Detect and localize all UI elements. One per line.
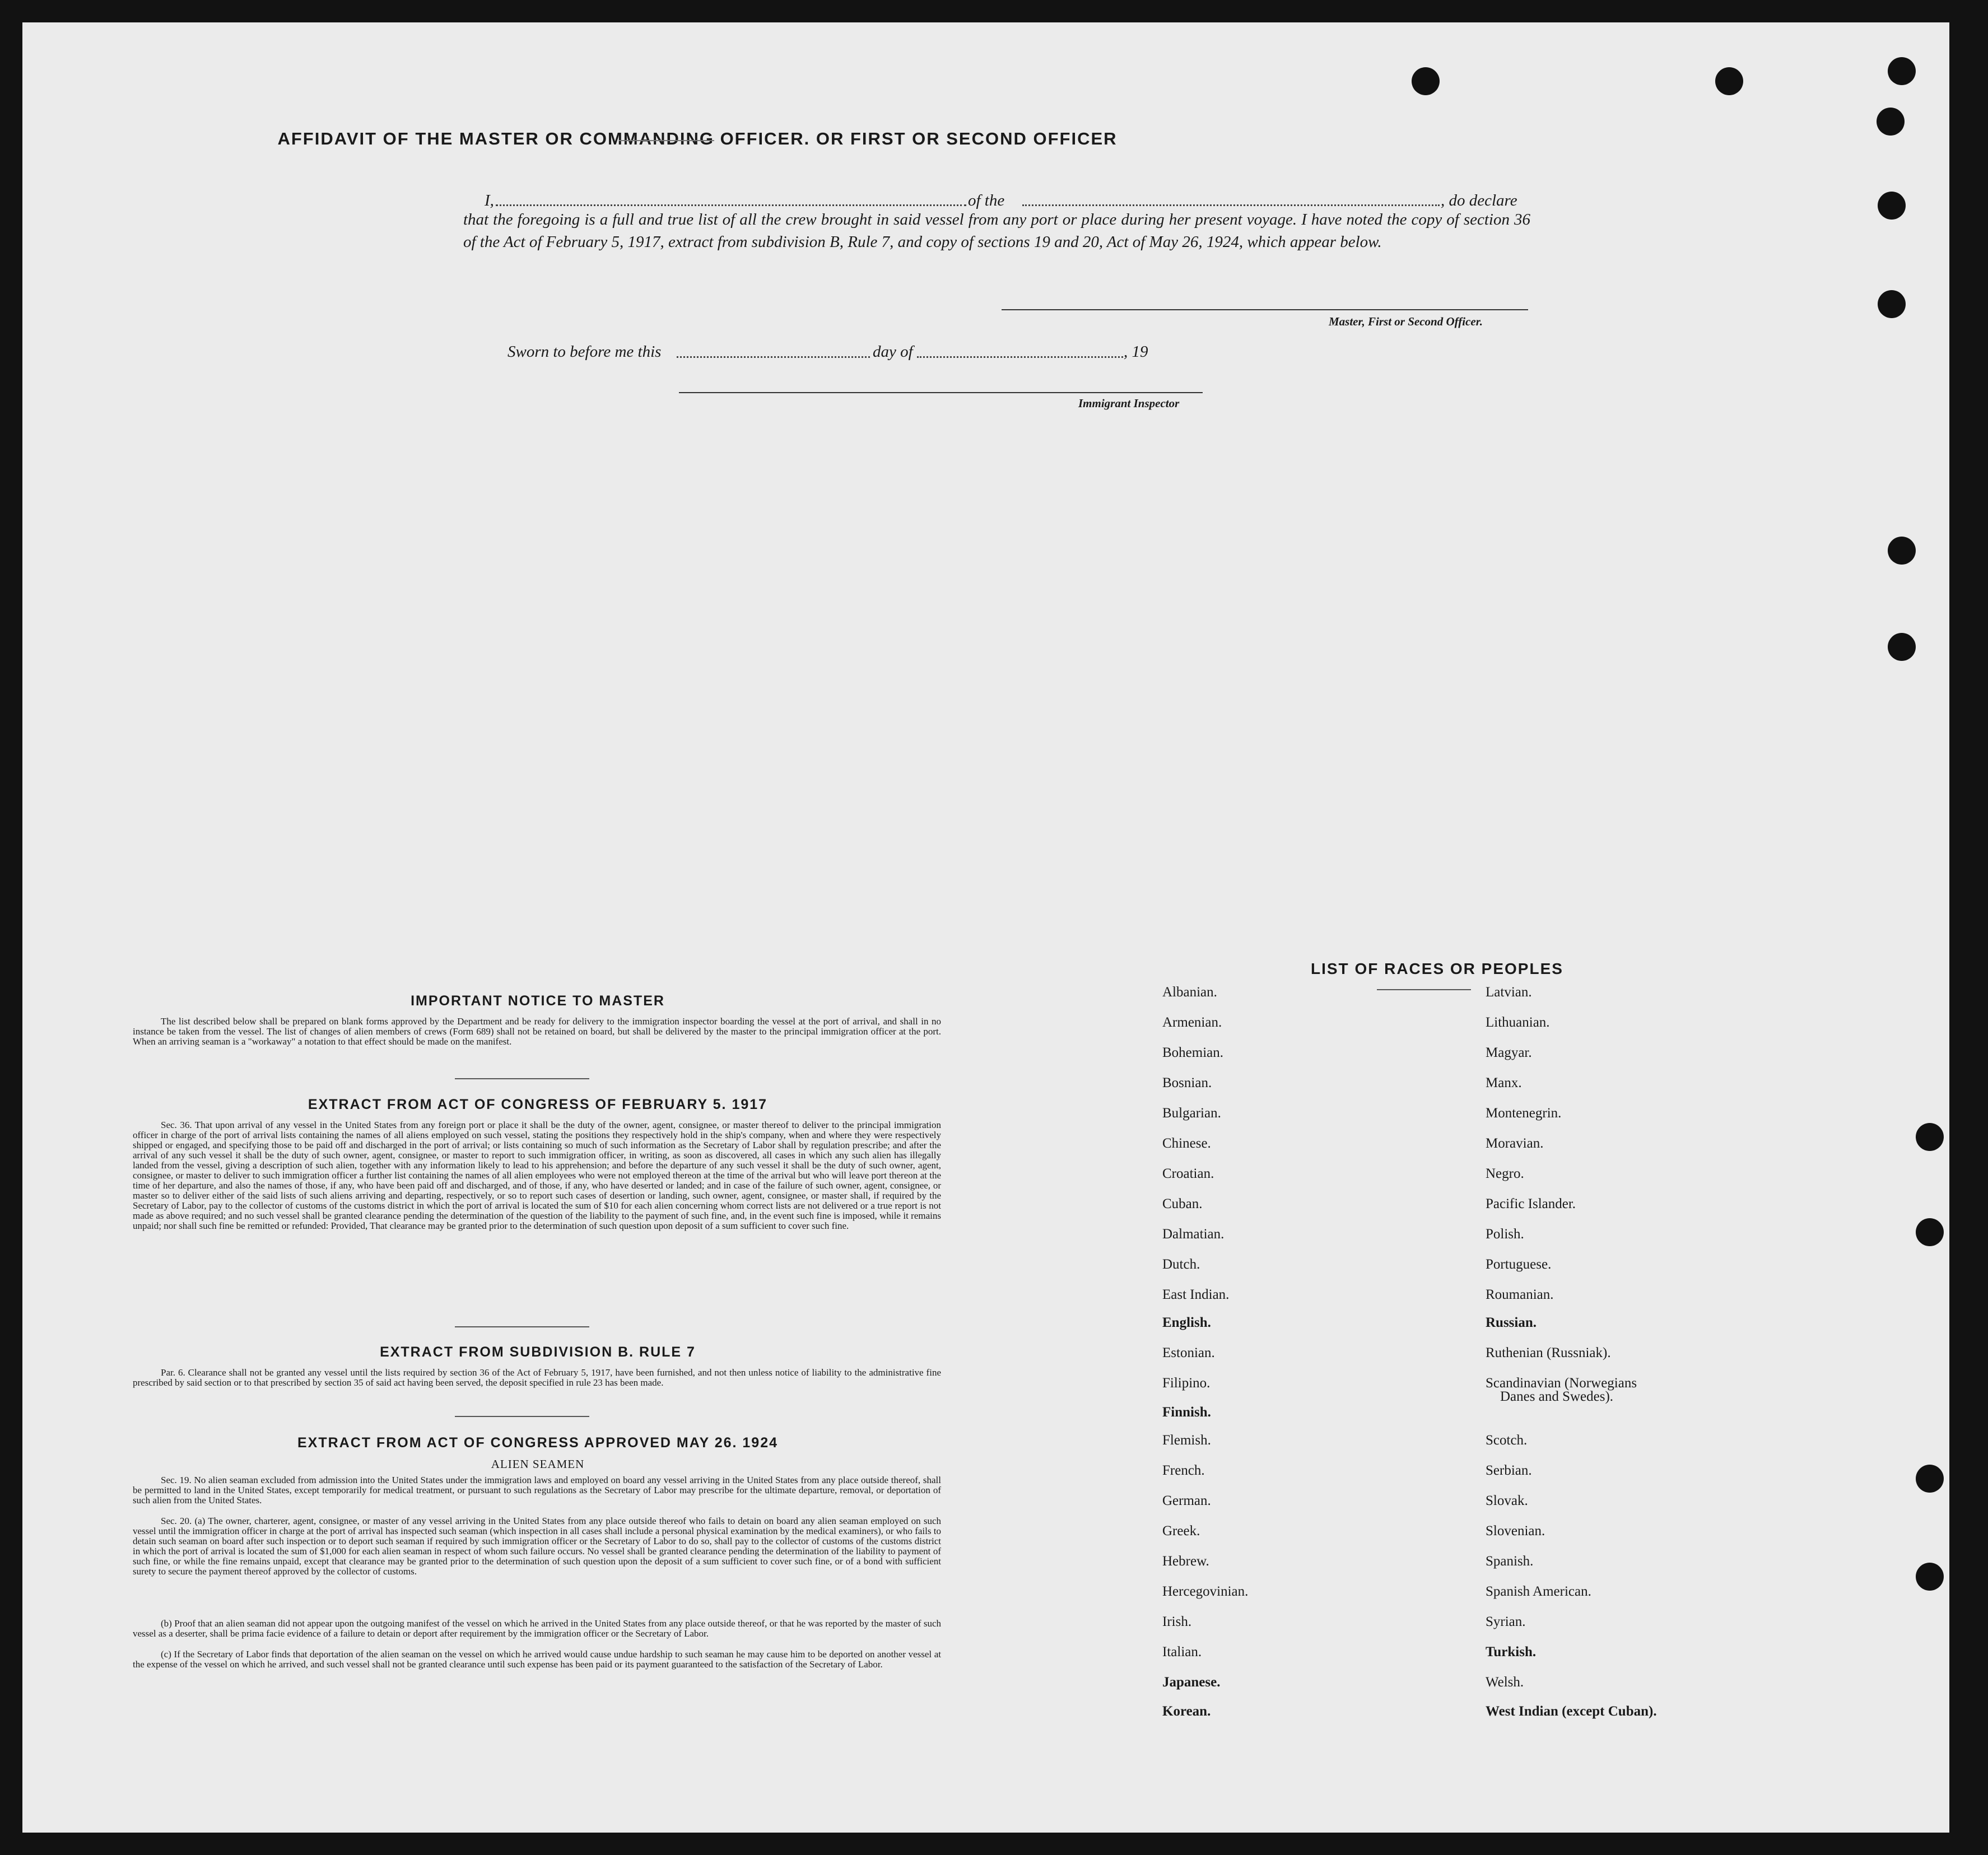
race-item: Armenian. — [1162, 1015, 1222, 1030]
race-item: Bulgarian. — [1162, 1106, 1221, 1121]
race-item: Montenegrin. — [1486, 1106, 1562, 1121]
affidavit-paragraph: that the foregoing is a full and true list of all the crew brought in said vessel from any port or place during her present voyage. I have noted the copy of section 36 of the Act of February 5, 1917, extract from subdivision B, Rule 7, and copy of sections 19 and 20, Act of May 26, 1924, which appear below. — [463, 211, 1530, 251]
race-item: Filipino. — [1162, 1376, 1211, 1391]
punch-hole — [1878, 192, 1906, 220]
race-item: Danes and Swedes). — [1500, 1389, 1614, 1404]
punch-hole — [1916, 1563, 1944, 1591]
race-item: Portuguese. — [1486, 1257, 1552, 1272]
extract-1924-sec20c: (c) If the Secretary of Labor finds that deportation of the alien seaman on the vessel on which he arrived would cause undue hardship to such seaman he may cause him to be deported on another vessel at the expense of the vessel on which he arrived, and such vessel shall not be granted clearance until such expense has been paid or its payment guaranteed to the satisfaction of the Secretary of Labor. — [133, 1649, 941, 1670]
race-item: Bosnian. — [1162, 1075, 1212, 1090]
sworn-month-blank[interactable] — [917, 356, 1123, 358]
race-item: Dutch. — [1162, 1257, 1200, 1272]
race-item: Bohemian. — [1162, 1045, 1224, 1060]
extract-1924-sec20b: (b) Proof that an alien seaman did not appear upon the outgoing manifest of the vessel on which he arrived in the United States from any place outside thereof, or that he was reported by the master of such vessel as a deserter, shall be prima facie evidence of a failure to detain or deport after requirement by the immigration officer or the Secretary of Labor. — [133, 1618, 941, 1639]
master-signature-label: Master, First or Second Officer. — [1329, 315, 1483, 328]
race-item: Latvian. — [1486, 985, 1532, 1000]
race-item: Japanese. — [1162, 1675, 1221, 1690]
race-item: Korean. — [1162, 1704, 1211, 1719]
punch-hole — [1916, 1218, 1944, 1246]
name-blank[interactable] — [496, 204, 966, 206]
extract-1924-title: EXTRACT FROM ACT OF CONGRESS APPROVED MAY 26. 1924 — [297, 1435, 779, 1451]
race-item: Scotch. — [1486, 1433, 1528, 1448]
punch-hole — [1888, 537, 1916, 565]
affidavit-i: I, — [485, 192, 494, 209]
punch-hole — [1888, 633, 1916, 661]
race-item: Slovenian. — [1486, 1523, 1545, 1539]
race-item: Albanian. — [1162, 985, 1217, 1000]
races-title: LIST OF RACES OR PEOPLES — [1311, 960, 1563, 977]
race-item: Spanish. — [1486, 1554, 1534, 1569]
race-item: Estonian. — [1162, 1345, 1215, 1360]
race-item: Irish. — [1162, 1614, 1192, 1629]
race-item: Chinese. — [1162, 1136, 1211, 1151]
punch-hole — [1916, 1123, 1944, 1151]
vessel-blank[interactable] — [1022, 204, 1440, 206]
title-underline — [619, 140, 714, 141]
notice-text: The list described below shall be prepared on blank forms approved by the Department and be ready for delivery to the immigration inspector boarding the vessel at the port of arrival, and shall in no instance be taken from the vessel. The list of changes of alien members of crews (Form 689) shall not be retained on board, but shall be delivered by the master to the principal immigration officer at the port. When an arriving seaman is a "workaway" a notation to that effect should be made on the manifest. — [133, 1016, 941, 1047]
race-item: Roumanian. — [1486, 1287, 1554, 1302]
race-item: Cuban. — [1162, 1196, 1203, 1211]
race-item: Slovak. — [1486, 1493, 1528, 1508]
race-item: Dalmatian. — [1162, 1227, 1225, 1242]
sworn-year: , 19 — [1124, 343, 1148, 361]
race-item: Ruthenian (Russniak). — [1486, 1345, 1611, 1360]
race-item: Croatian. — [1162, 1166, 1214, 1181]
extract-1917-title: EXTRACT FROM ACT OF CONGRESS OF FEBRUARY 5. 1917 — [308, 1097, 768, 1112]
punch-hole — [1877, 108, 1905, 136]
race-item: Polish. — [1486, 1227, 1524, 1242]
race-item: Russian. — [1486, 1315, 1537, 1330]
race-item: Moravian. — [1486, 1136, 1544, 1151]
document-page — [22, 22, 1949, 1833]
sworn-prefix: Sworn to before me this — [508, 343, 662, 361]
race-item: Syrian. — [1486, 1614, 1526, 1629]
race-item: Hebrew. — [1162, 1554, 1209, 1569]
affidavit-declare: , do declare — [1441, 192, 1517, 209]
section-divider — [455, 1326, 589, 1327]
race-item: French. — [1162, 1463, 1205, 1478]
extract-1924-sec20a: Sec. 20. (a) The owner, charterer, agent, consignee, or master of any vessel arriving in the United States from any place outside thereof who fails to detain on board any alien seaman employed on such vessel until the immigration officer in charge at the port of arrival has inspected such seaman (which inspection in all cases shall include a personal physical examination by the medical examiners), or who fails to detain such seaman on board after such inspection or to deport such seaman if required by such immigration officer or the Secretary of Labor to do so, shall pay to the collector of customs of the customs district in which the port of arrival is located the sum of $1,000 for each alien seaman in respect of whom such failure occurs. No vessel shall be granted clearance pending the determination of the liability to payment of such fine, or while the fine remains unpaid, except that clearance may be granted prior to the determination of such question upon the deposit of a sum sufficient to cover such fine, or of a bond with sufficient surety to secure the payment thereof approved by the collector of customs. — [133, 1516, 941, 1577]
affidavit-title: AFFIDAVIT OF THE MASTER OR COMMANDING OFFICER. OR FIRST OR SECOND OFFICER — [277, 129, 1118, 148]
inspector-signature-line[interactable] — [679, 392, 1203, 393]
race-item: Flemish. — [1162, 1433, 1211, 1448]
punch-hole — [1412, 67, 1440, 95]
section-divider — [455, 1416, 589, 1417]
race-item: Manx. — [1486, 1075, 1522, 1090]
race-item: German. — [1162, 1493, 1211, 1508]
race-item: Negro. — [1486, 1166, 1524, 1181]
punch-hole — [1715, 67, 1743, 95]
race-item: Spanish American. — [1486, 1584, 1591, 1599]
extract-1924-subtitle: ALIEN SEAMEN — [491, 1457, 585, 1471]
punch-hole — [1878, 290, 1906, 318]
notice-title: IMPORTANT NOTICE TO MASTER — [411, 993, 665, 1009]
extract-1924-sec19: Sec. 19. No alien seaman excluded from admission into the United States under the immigration laws and employed on board any vessel arriving in the United States from any place outside thereof, shall be permitted to land in the United States, except temporarily for medical treatment, or pursuant to such regulations as the Secretary of Labor may prescribe for the ultimate departure, removal, or deportation of such alien from the United States. — [133, 1475, 941, 1506]
affidavit-of-the: of the — [968, 192, 1005, 209]
race-item: Italian. — [1162, 1644, 1202, 1660]
race-item: English. — [1162, 1315, 1211, 1330]
race-item: West Indian (except Cuban). — [1486, 1704, 1657, 1719]
race-item: Serbian. — [1486, 1463, 1532, 1478]
section-divider — [455, 1078, 589, 1079]
extract-rule7-text: Par. 6. Clearance shall not be granted any vessel until the lists required by section 36 of the Act of February 5, 1917, have been furnished, and not then unless notice of liability to the administrative fine prescribed by said section or to that prescribed by section 35 of said act having been served, the deposit specified in rule 23 has been made. — [133, 1367, 941, 1388]
sworn-day-of: day of — [873, 343, 913, 361]
race-item: Turkish. — [1486, 1644, 1537, 1660]
race-item: Lithuanian. — [1486, 1015, 1550, 1030]
race-item: Magyar. — [1486, 1045, 1532, 1060]
race-item: Scandinavian (Norwegians — [1486, 1376, 1637, 1391]
race-item: Finnish. — [1162, 1405, 1211, 1420]
race-item: Welsh. — [1486, 1675, 1524, 1690]
extract-rule7-title: EXTRACT FROM SUBDIVISION B. RULE 7 — [380, 1344, 696, 1360]
master-signature-line[interactable] — [1002, 309, 1528, 310]
sworn-day-blank[interactable] — [677, 356, 870, 358]
punch-hole — [1888, 57, 1916, 85]
races-title-underline — [1377, 989, 1471, 990]
punch-hole — [1916, 1465, 1944, 1493]
race-item: Greek. — [1162, 1523, 1200, 1539]
race-item: East Indian. — [1162, 1287, 1230, 1302]
race-item: Pacific Islander. — [1486, 1196, 1576, 1211]
inspector-signature-label: Immigrant Inspector — [1078, 397, 1180, 410]
race-item: Hercegovinian. — [1162, 1584, 1249, 1599]
extract-1917-text: Sec. 36. That upon arrival of any vessel in the United States from any foreign port or place it shall be the duty of the owner, agent, consignee, or master thereof to deliver to the principal immigration officer in charge of the port of arrival lists containing the names of all aliens employed on such vessel, stating the positions they respectively hold in the ship's company, when and where they were respectively shipped or engaged, and specifying those to be paid off and discharged in the port of arrival; or lists containing so much of such information as the Secretary of Labor shall by regulation prescribe; and after the arrival of any such vessel it shall be the duty of such owner, agent, consignee, or master to report to such immigration officer, in writing, as soon as discovered, all cases in which any such alien has illegally landed from the vessel, giving a description of such alien, together with any information likely to lead to his apprehension; and before the departure of any such vessel it shall be the duty of such owner, agent, consignee, or master to deliver to such immigration officer a further list containing the names of all alien employees who were not employed thereon at the time of the arrival but who will leave port thereon at the time of her departure, and also the names of those, if any, who have been paid off and discharged, and of those, if any, who have deserted or landed; and in case of the failure of such owner, agent, consignee, or master so to deliver either of the said lists of such aliens arriving and departing, respectively, or so to report such cases of desertion or landing, such owner, agent, consignee, or master shall, if required by the Secretary of Labor, pay to the collector of customs of the customs district in which the port of arrival is located the sum of $10 for each alien concerning whom correct lists are not delivered or a true report is not made as above required; and no such vessel shall be granted clearance pending the determination of the question of the liability to the payment of such fine, and, in the event such fine is imposed, while it remains unpaid; nor shall such fine be remitted or refunded: Provided, That clearance may be granted prior to the determination of such question upon deposit of a sum sufficient to cover such fine. — [133, 1120, 941, 1231]
